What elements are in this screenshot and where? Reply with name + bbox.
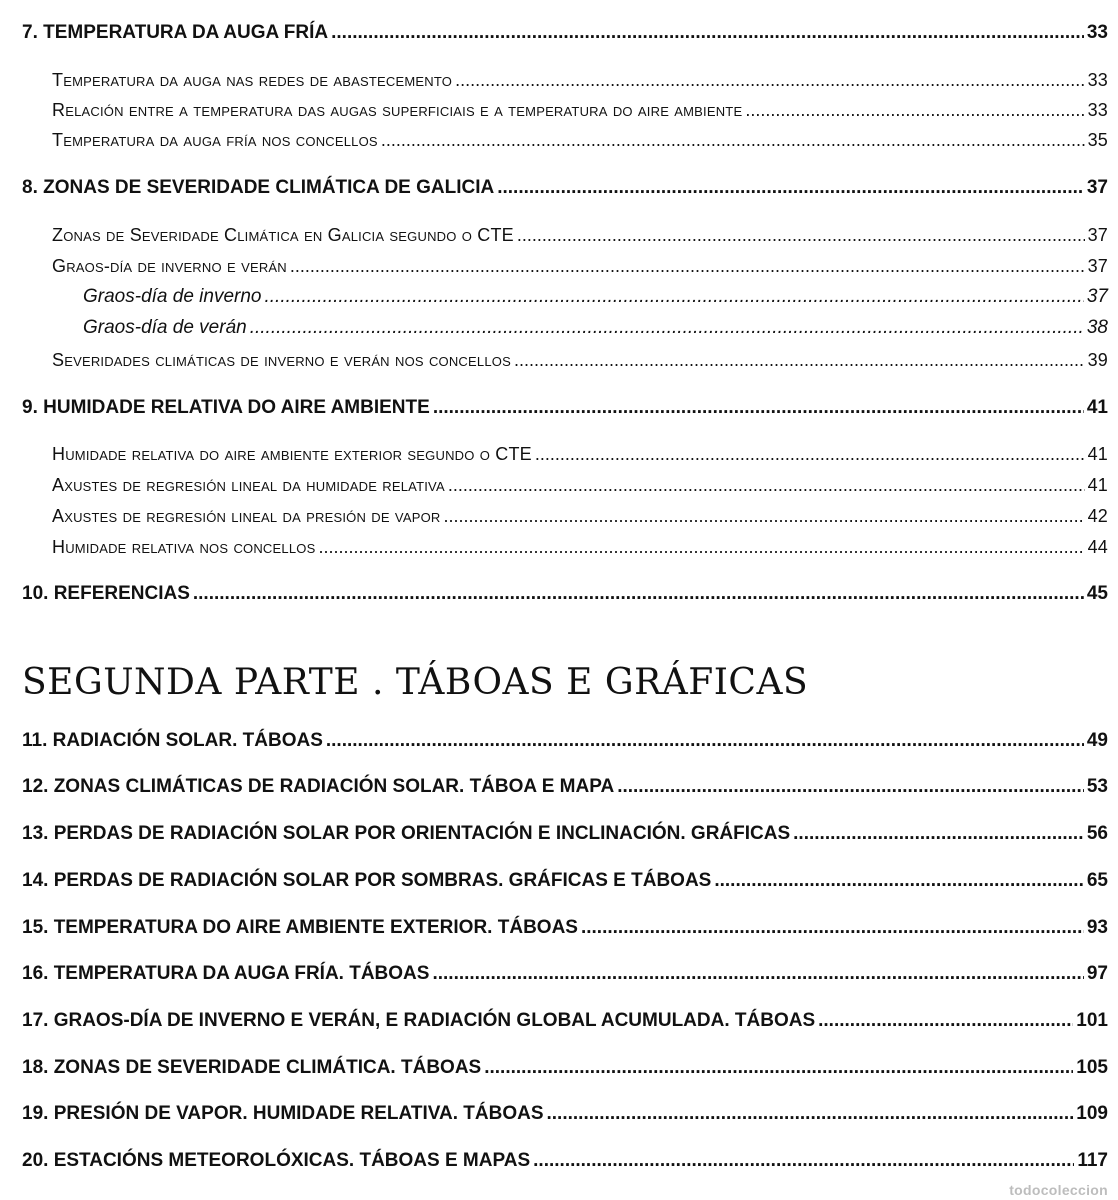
- toc-subentry: [52, 225, 1108, 246]
- toc-entry-title: Relación entre a temperatura das augas superficiais e a temperatura do aire ambiente: [52, 100, 743, 120]
- toc-entry-page: 97: [1086, 963, 1108, 984]
- toc-entry-page: 42: [1087, 506, 1108, 526]
- toc-entry-title: Axustes de regresión lineal da presión de vapor: [52, 506, 441, 526]
- toc-entry-title: Humidade relativa nos concellos: [52, 537, 316, 557]
- toc-entry-title: 18. ZONAS DE SEVERIDADE CLIMÁTICA. TÁBOAS: [22, 1057, 482, 1078]
- toc-subsubentry: [83, 317, 1108, 339]
- toc-entry-title: Graos-día de verán: [83, 317, 247, 338]
- dot-leader: [714, 870, 1084, 892]
- toc-entry-page: 37: [1087, 225, 1108, 245]
- dot-leader: [818, 1010, 1073, 1032]
- watermark: todocoleccion: [1009, 1182, 1108, 1198]
- toc-entry-page: 39: [1087, 350, 1108, 370]
- toc-subentry: [52, 537, 1108, 558]
- dot-leader: [448, 475, 1085, 496]
- toc-subentry: [52, 444, 1108, 465]
- toc-entry-page: 49: [1086, 730, 1108, 751]
- toc-chapter-15: [22, 917, 1108, 939]
- toc-entry-page: 37: [1086, 286, 1108, 307]
- dot-leader: [455, 70, 1085, 91]
- toc-entry-title: 12. ZONAS CLIMÁTICAS DE RADIACIÓN SOLAR. TÁBOA E MAPA: [22, 776, 615, 797]
- toc-entry-page: 33: [1087, 100, 1108, 120]
- toc-entry-page: 37: [1087, 256, 1108, 276]
- toc-entry-page: 37: [1086, 177, 1108, 198]
- dot-leader: [443, 506, 1084, 527]
- dot-leader: [484, 1057, 1073, 1079]
- toc-subsubentry: [83, 286, 1108, 308]
- toc-entry-title: 7. TEMPERATURA DA AUGA FRÍA: [22, 22, 329, 43]
- dot-leader: [433, 397, 1084, 419]
- toc-entry-page: 53: [1086, 776, 1108, 797]
- toc-entry-title: 20. ESTACIÓNS METEOROLÓXICAS. TÁBOAS E MAPAS: [22, 1150, 531, 1171]
- toc-entry-title: Temperatura da auga fría nos concellos: [52, 130, 378, 150]
- toc-chapter-9: [22, 397, 1108, 419]
- dot-leader: [265, 286, 1084, 308]
- toc-entry-title: Graos-día de inverno e verán: [52, 256, 287, 276]
- dot-leader: [331, 22, 1084, 44]
- toc-chapter-8: [22, 177, 1108, 199]
- toc-chapter-10: [22, 583, 1108, 605]
- toc-entry-title: 16. TEMPERATURA DA AUGA FRÍA. TÁBOAS: [22, 963, 430, 984]
- dot-leader: [581, 917, 1084, 939]
- toc-entry-title: 9. HUMIDADE RELATIVA DO AIRE AMBIENTE: [22, 397, 430, 418]
- toc-entry-page: 109: [1076, 1103, 1108, 1124]
- toc-chapter-12: [22, 776, 1108, 798]
- dot-leader: [290, 256, 1085, 277]
- toc-entry-title: Graos-día de inverno: [83, 286, 262, 307]
- dot-leader: [535, 444, 1085, 465]
- toc-subentry: [52, 130, 1108, 151]
- toc-entry-title: 13. PERDAS DE RADIACIÓN SOLAR POR ORIENTACIÓN E INCLINACIÓN. GRÁFICAS: [22, 823, 791, 844]
- dot-leader: [533, 1150, 1074, 1172]
- toc-entry-title: 17. GRAOS-DÍA DE INVERNO E VERÁN, E RADIACIÓN GLOBAL ACUMULADA. TÁBOAS: [22, 1010, 816, 1031]
- toc-entry-title: 15. TEMPERATURA DO AIRE AMBIENTE EXTERIOR. TÁBOAS: [22, 917, 578, 938]
- toc-entry-title: 8. ZONAS DE SEVERIDADE CLIMÁTICA DE GALICIA: [22, 177, 495, 198]
- dot-leader: [250, 317, 1084, 339]
- toc-entry-title: Zonas de Severidade Climática en Galicia segundo o CTE: [52, 225, 514, 245]
- toc-chapter-7: [22, 22, 1108, 44]
- toc-entry-page: 44: [1087, 537, 1108, 557]
- toc-chapter-11: [22, 730, 1108, 752]
- toc-entry-page: 33: [1086, 22, 1108, 43]
- toc-entry-title: 10. REFERENCIAS: [22, 583, 190, 604]
- toc-subentry: [52, 100, 1108, 121]
- toc-entry-page: 93: [1086, 917, 1108, 938]
- part-title: SEGUNDA PARTE . TÁBOAS E GRÁFICAS: [22, 662, 809, 703]
- toc-entry-title: Axustes de regresión lineal da humidade relativa: [52, 475, 445, 495]
- toc-chapter-16: [22, 963, 1108, 985]
- toc-chapter-13: [22, 823, 1108, 845]
- toc-chapter-18: [22, 1057, 1108, 1079]
- toc-entry-page: 56: [1086, 823, 1108, 844]
- toc-entry-title: 14. PERDAS DE RADIACIÓN SOLAR POR SOMBRAS. GRÁFICAS E TÁBOAS: [22, 870, 712, 891]
- dot-leader: [514, 350, 1085, 371]
- toc-chapter-17: [22, 1010, 1108, 1032]
- toc-entry-title: 11. RADIACIÓN SOLAR. TÁBOAS: [22, 730, 323, 751]
- toc-chapter-20: [22, 1150, 1108, 1172]
- dot-leader: [432, 963, 1083, 985]
- toc-entry-page: 41: [1087, 475, 1108, 495]
- toc-entry-page: 45: [1086, 583, 1108, 604]
- dot-leader: [326, 730, 1084, 752]
- toc-entry-page: 105: [1076, 1057, 1108, 1078]
- dot-leader: [547, 1103, 1074, 1125]
- dot-leader: [497, 177, 1084, 199]
- toc-entry-page: 101: [1076, 1010, 1108, 1031]
- toc-chapter-19: [22, 1103, 1108, 1125]
- toc-entry-page: 65: [1086, 870, 1108, 891]
- toc-entry-page: 117: [1077, 1150, 1108, 1171]
- toc-subentry: [52, 350, 1108, 371]
- toc-entry-page: 41: [1087, 444, 1108, 464]
- toc-entry-title: 19. PRESIÓN DE VAPOR. HUMIDADE RELATIVA. TÁBOAS: [22, 1103, 544, 1124]
- dot-leader: [745, 100, 1084, 121]
- toc-entry-title: Severidades climáticas de inverno e verán nos concellos: [52, 350, 511, 370]
- toc-entry-page: 33: [1087, 70, 1108, 90]
- toc-subentry: [52, 475, 1108, 496]
- toc-subentry: [52, 256, 1108, 277]
- dot-leader: [318, 537, 1084, 558]
- toc-entry-title: Temperatura da auga nas redes de abastecemento: [52, 70, 453, 90]
- toc-chapter-14: [22, 870, 1108, 892]
- dot-leader: [517, 225, 1085, 246]
- dot-leader: [793, 823, 1084, 845]
- dot-leader: [617, 776, 1084, 798]
- toc-entry-page: 41: [1086, 397, 1108, 418]
- dot-leader: [193, 583, 1084, 605]
- toc-subentry: [52, 506, 1108, 527]
- toc-entry-title: Humidade relativa do aire ambiente exterior segundo o CTE: [52, 444, 532, 464]
- toc-subentry: [52, 70, 1108, 91]
- dot-leader: [381, 130, 1085, 151]
- toc-entry-page: 38: [1086, 317, 1108, 338]
- toc-entry-page: 35: [1087, 130, 1108, 150]
